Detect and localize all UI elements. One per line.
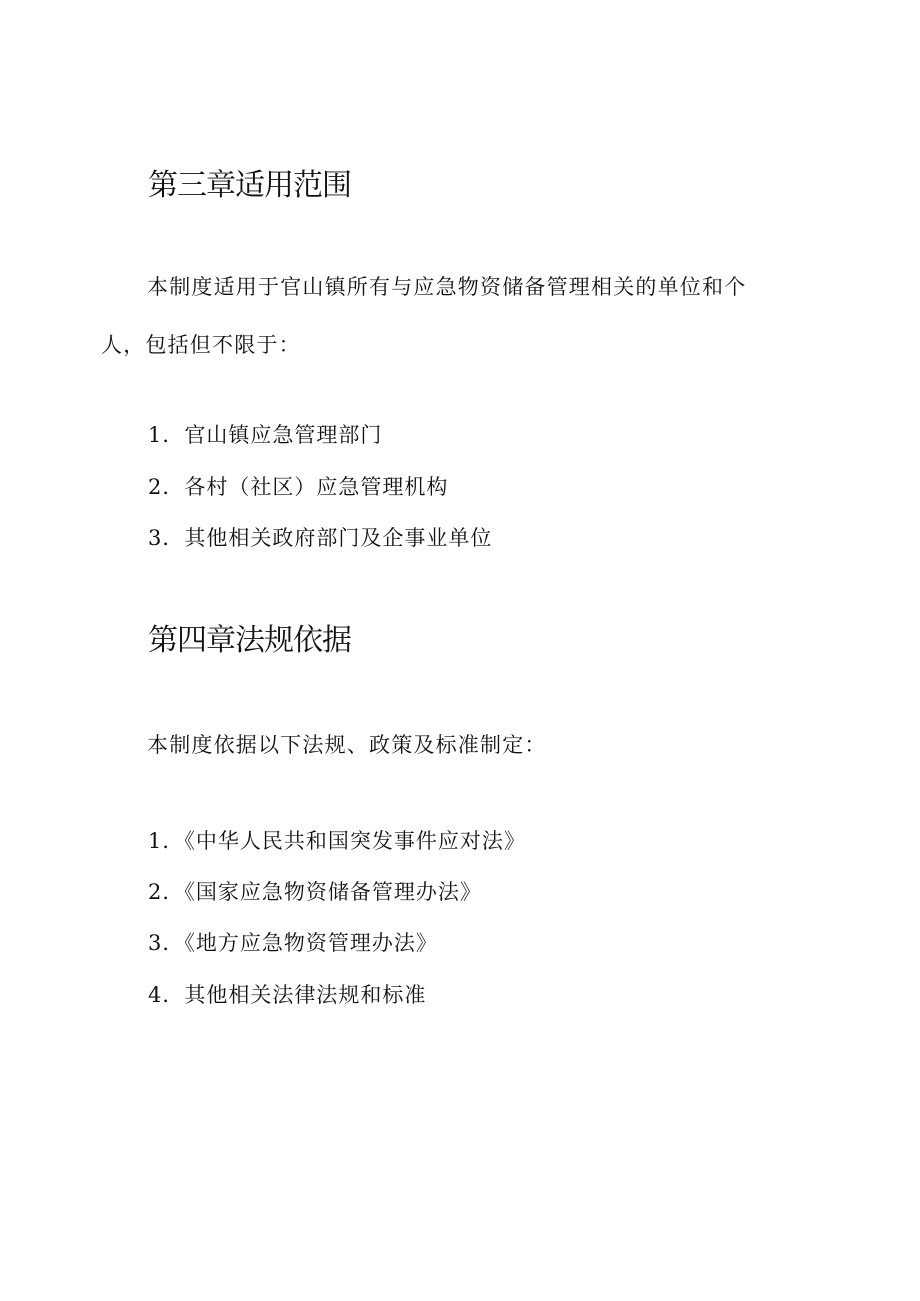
chapter-4-list-item-2: 2．《国家应急物资储备管理办法》 — [148, 880, 482, 904]
chapter-4-list-item-4: 4．其他相关法律法规和标准 — [148, 983, 427, 1007]
chapter-3-title: 第三章适用范围 — [148, 168, 351, 203]
chapter-4-list-item-3: 3．《地方应急物资管理办法》 — [148, 931, 438, 955]
chapter-3-list-item-1: 1．官山镇应急管理部门 — [148, 423, 383, 447]
chapter-3-list-item-2: 2．各村（社区）应急管理机构 — [148, 475, 449, 499]
chapter-3-list-item-3: 3．其他相关政府部门及企事业单位 — [148, 526, 493, 550]
chapter-3-paragraph: 本制度适用于官山镇所有与应急物资储备管理相关的单位和个人，包括但不限于： — [101, 275, 747, 357]
chapter-4-list-item-1: 1．《中华人民共和国突发事件应对法》 — [148, 829, 526, 853]
chapter-4-paragraph: 本制度依据以下法规、政策及标准制定： — [147, 733, 547, 757]
chapter-4-title: 第四章法规依据 — [148, 623, 351, 658]
